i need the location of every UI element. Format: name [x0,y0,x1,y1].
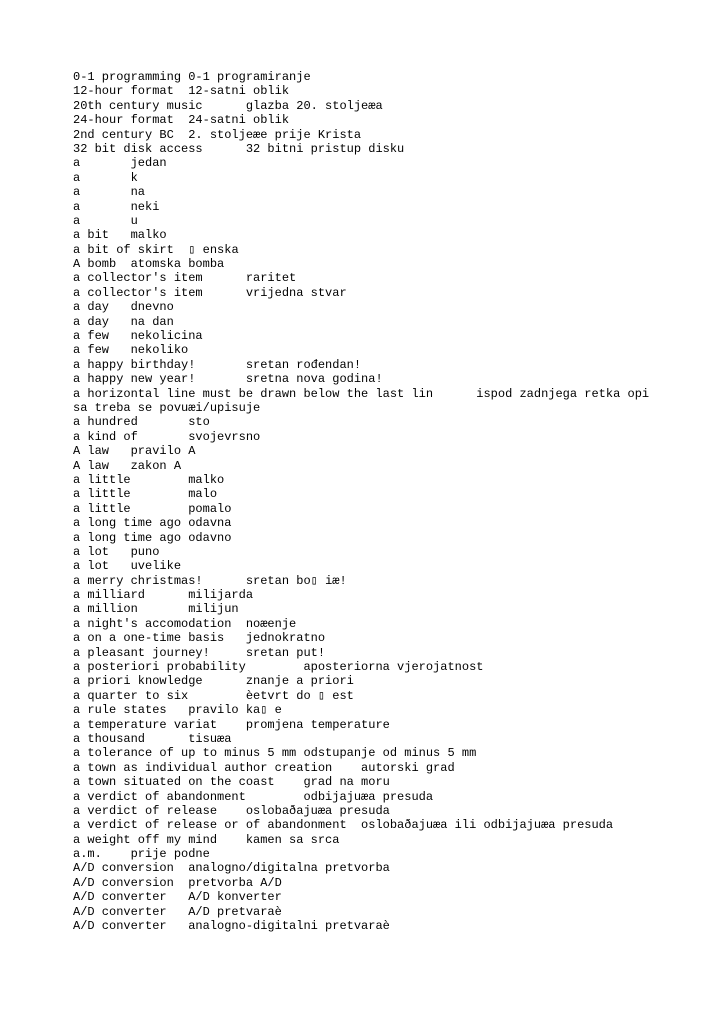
text-line: a happy new year! sretna nova godina! [73,372,383,387]
text-line: A/D converter A/D konverter [73,890,282,905]
text-line: a day dnevno [73,300,174,315]
text-line: a u [73,213,138,228]
text-line: A/D converter A/D pretvaraè [73,904,282,919]
text-line: a k [73,170,138,185]
text-line: A bomb atomska bomba [73,257,225,272]
text-line: sa treba se povuæi/upisuje [73,400,261,415]
text-line: a on a one-time basis jednokratno [73,631,326,646]
text-line: a long time ago odavna [73,516,232,531]
text-line: a little pomalo [73,501,232,516]
text-line: a merry christmas! sretan bo▯ iæ! [73,573,347,588]
text-line: a pleasant journey! sretan put! [73,645,326,660]
glossary-text [73,70,713,933]
text-line: a jedan [73,156,167,171]
text-line: 24-hour format 24-satni oblik [73,113,290,128]
text-line: a priori knowledge znanje a priori [73,674,354,689]
text-line: a temperature variat promjena temperature [73,717,390,732]
text-line: a few nekolicina [73,329,203,344]
text-line: a million milijun [73,602,239,617]
text-line: a bit of skirt ▯ enska [73,242,239,257]
text-line: a town situated on the coast grad na moru [73,775,390,790]
text-line: a verdict of release oslobaðajuæa presuda [73,803,390,818]
text-line: a rule states pravilo ka▯ e [73,703,282,718]
text-line: a day na dan [73,314,174,329]
text-line: a lot uvelike [73,559,182,574]
text-line: a na [73,185,146,200]
text-line: A/D conversion analogno/digitalna pretvorba [73,861,390,876]
text-line: a weight off my mind kamen sa srca [73,832,340,847]
text-line: a quarter to six èetvrt do ▯ est [73,688,354,703]
text-line: a town as individual author creation autorski grad [73,760,455,775]
text-line: a bit malko [73,228,167,243]
text-line: A law zakon A [73,458,182,473]
text-line: a collector's item raritet [73,271,297,286]
text-line: a verdict of release or of abandonment oslobaðajuæa ili odbijajuæa presuda [73,818,614,833]
text-line: a neki [73,199,160,214]
text-line: 0-1 programming 0-1 programiranje [73,70,311,84]
text-line: 2nd century BC 2. stoljeæe prije Krista [73,127,362,142]
text-line: a horizontal line must be drawn below the last lin ispod zadnjega retka opi [73,386,650,401]
text-line: a happy birthday! sretan rođendan! [73,357,362,372]
text-line: a hundred sto [73,415,210,430]
text-line: 12-hour format 12-satni oblik [73,84,290,99]
text-line: a few nekoliko [73,343,189,358]
text-line: a little malko [73,472,225,487]
text-line: a collector's item vrijedna stvar [73,285,347,300]
text-line: 32 bit disk access 32 bitni pristup disku [73,141,405,156]
text-line: a posteriori probability aposteriorna vjerojatnost [73,660,484,675]
text-line: a tolerance of up to minus 5 mm odstupanje od minus 5 mm [73,746,477,761]
text-line: a.m. prije podne [73,847,210,862]
text-line: a verdict of abandonment odbijajuæa presuda [73,789,434,804]
text-line: a kind of svojevrsno [73,429,261,444]
text-line: a thousand tisuæa [73,731,232,746]
text-line: a night's accomodation noæenje [73,616,297,631]
text-line: A law pravilo A [73,444,196,459]
text-line: A/D converter analogno-digitalni pretvaraè [73,919,390,934]
text-line: 20th century music glazba 20. stoljeæa [73,98,383,113]
text-line: a lot puno [73,544,160,559]
text-line: a long time ago odavno [73,530,232,545]
text-line: a little malo [73,487,218,502]
text-line: a milliard milijarda [73,588,254,603]
text-line: A/D conversion pretvorba A/D [73,875,282,890]
